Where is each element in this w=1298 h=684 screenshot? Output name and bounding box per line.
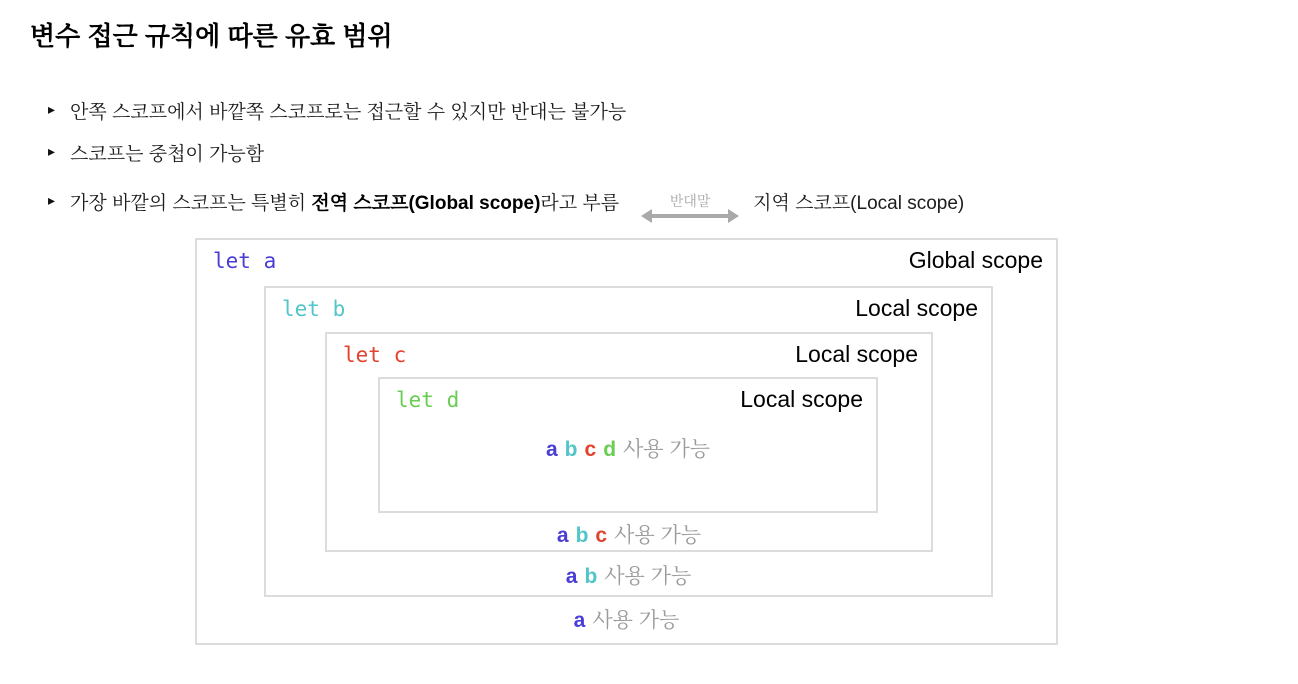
antonym-arrow-widget — [641, 194, 739, 223]
global-scope-box — [195, 238, 1058, 645]
usage-line-abcd — [380, 433, 876, 463]
antonym-label: 반대말 — [669, 193, 711, 209]
bullet-3-bold-term: 전역 스코프(Global scope) — [311, 193, 541, 214]
bullet-3-suffix: 라고 부름 — [540, 193, 620, 214]
bullet-item-3 — [48, 187, 964, 216]
bullet-3-prefix: 가장 바깥의 스코프는 특별히 — [70, 193, 312, 214]
bullet-text-3 — [70, 188, 619, 215]
usage-suffix: 사용 가능 — [604, 565, 692, 588]
arrow-right-head — [728, 209, 739, 223]
usage-letter-b: b — [575, 524, 589, 547]
usage-suffix: 사용 가능 — [623, 438, 710, 461]
usage-line-a — [197, 604, 1056, 634]
usage-line-ab — [266, 560, 991, 590]
local-scope-box-c — [325, 332, 933, 552]
let-b-declaration: let b — [282, 297, 346, 321]
local-scope-box-d — [378, 377, 878, 513]
usage-letter-a: a — [565, 565, 578, 588]
double-arrow-icon — [641, 209, 739, 223]
arrow-shaft — [652, 214, 728, 218]
local-scope-box-b — [264, 286, 993, 597]
usage-letter-c: c — [584, 438, 597, 461]
bullet-item-2 — [48, 139, 264, 166]
usage-letter-b: b — [584, 565, 598, 588]
global-scope-label: Global scope — [908, 247, 1043, 273]
usage-letter-d: d — [603, 438, 617, 461]
bullet-item-1 — [48, 97, 626, 124]
arrow-left-head — [641, 209, 652, 223]
usage-letter-b: b — [564, 438, 578, 461]
let-c-declaration: let c — [343, 343, 407, 367]
page-title: 변수 접근 규칙에 따른 유효 범위 — [30, 21, 393, 51]
usage-letter-a: a — [573, 609, 586, 632]
usage-letter-a: a — [545, 438, 558, 461]
bullet-text-2: 스코프는 중첩이 가능함 — [70, 144, 265, 165]
local-scope-label-d: Local scope — [740, 386, 863, 412]
let-a-declaration: let a — [213, 249, 277, 273]
usage-suffix: 사용 가능 — [614, 524, 702, 547]
bullet-3-right-term: 지역 스코프(Local scope) — [753, 193, 965, 214]
usage-letter-a: a — [556, 524, 569, 547]
local-scope-label-b: Local scope — [855, 295, 978, 321]
usage-line-abc — [327, 519, 931, 549]
bullet-triangle-icon: ▸ — [48, 101, 56, 117]
bullet-text-1: 안쪽 스코프에서 바깥쪽 스코프로는 접근할 수 있지만 반대는 불가능 — [70, 102, 627, 123]
bullet-triangle-icon: ▸ — [48, 143, 56, 159]
let-d-declaration: let d — [396, 388, 460, 412]
bullet-triangle-icon: ▸ — [48, 192, 56, 208]
local-scope-label-c: Local scope — [795, 341, 918, 367]
usage-suffix: 사용 가능 — [592, 609, 680, 632]
usage-letter-c: c — [595, 524, 608, 547]
